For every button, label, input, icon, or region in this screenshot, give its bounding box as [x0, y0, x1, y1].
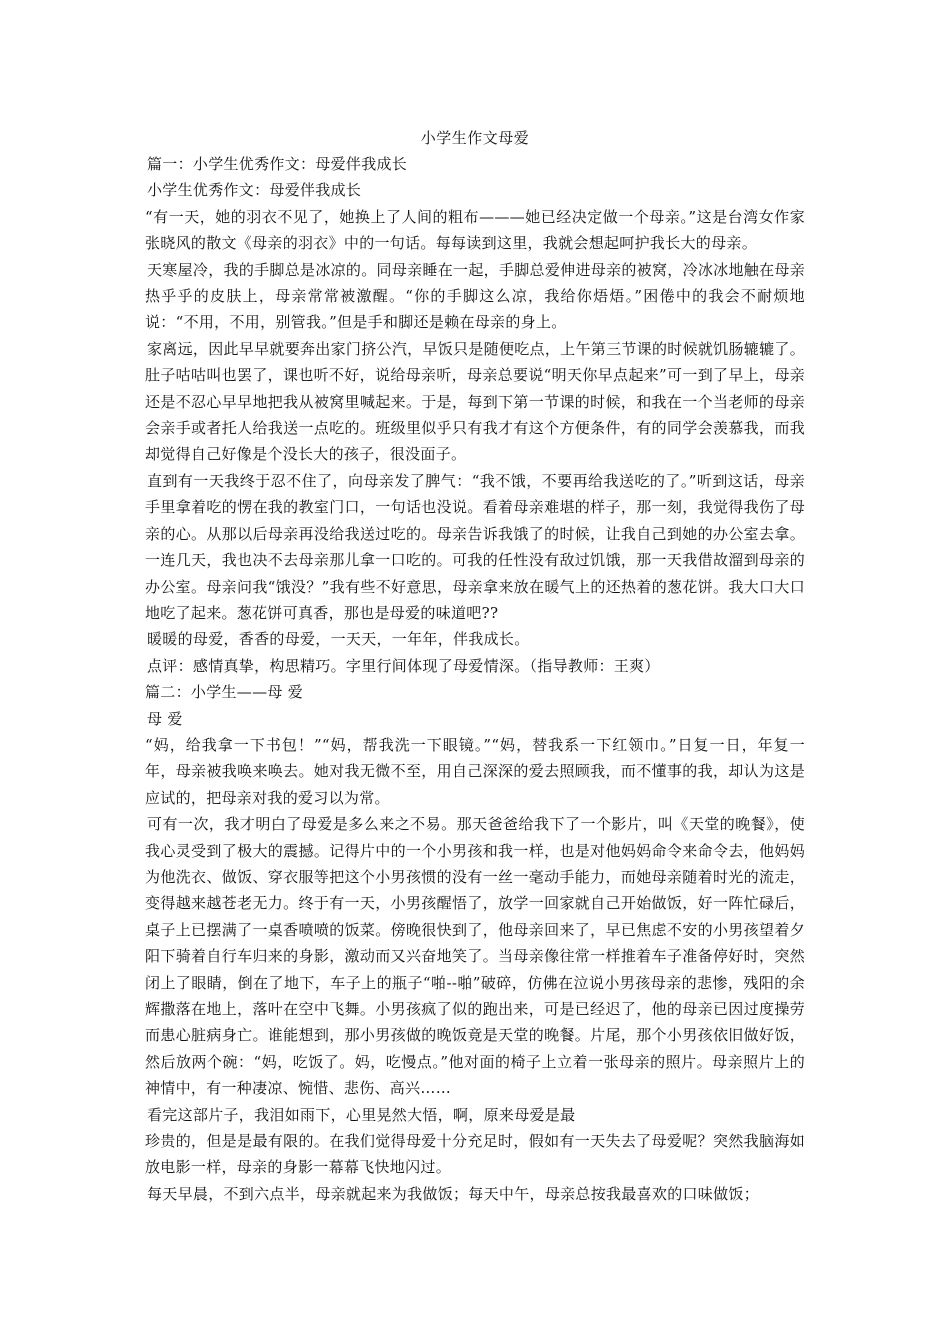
paragraph: 看完这部片子，我泪如雨下，心里晃然大悟，啊，原来母爱是最 [147, 1105, 576, 1124]
paragraph: 暖暖的母爱，香香的母爱，一天天，一年年，伴我成长。 [147, 630, 530, 649]
essay-title-2: 母 爱 [147, 709, 183, 728]
paragraph: 每天早晨，不到六点半，母亲就起来为我做饭；每天中午，母亲总按我最喜欢的口味做饭； [147, 1184, 760, 1203]
paragraph: 天寒屋冷，我的手脚总是冰凉的。同母亲睡在一起，手脚总爱伸进母亲的被窝，冷冰冰地触在母亲热乎乎的皮肤上，母亲常常被激醒。“你的手脚这么凉，我给你焐焐。”困倦中的我会不耐烦地说：“不用，不用，别管我。”但是手和脚还是赖在母亲的身上。 [145, 260, 805, 332]
essay-title-1: 小学生优秀作文：母爱伴我成长 [147, 181, 362, 200]
section-heading-2: 篇二：小学生——母 爱 [145, 683, 304, 702]
paragraph: 直到有一天我终于忍不住了，向母亲发了脾气：“我不饿，不要再给我送吃的了。”听到这话，母亲手里拿着吃的愣在我的教室门口，一句话也没说。看着母亲难堪的样子，那一刻，我觉得我伤了母亲的心。从那以后母亲再没给我送过吃的。母亲告诉我饿了的时候，让我自己到她的办公室去拿。一连几天，我也决不去母亲那儿拿一口吃的。可我的任性没有敌过饥饿，那一天我借故溜到母亲的办公室。母亲问我“饿没？”我有些不好意思，母亲拿来放在暖气上的还热着的葱花饼。我大口大口地吃了起来。葱花饼可真香，那也是母爱的味道吧?? [145, 471, 805, 622]
paragraph: 可有一次，我才明白了母爱是多么来之不易。那天爸爸给我下了一个影片，叫《天堂的晚餐》，使我心灵受到了极大的震撼。记得片中的一个小男孩和我一样，也是对他妈妈命令来命令去，他妈妈为他洗衣、做饭、穿衣服等把这个小男孩惯的没有一丝一毫动手能力，而她母亲随着时光的流走，变得越来越苍老无力。终于有一天，小男孩醒悟了，放学一回家就自己开始做饭，好一阵忙碌后，桌子上已摆满了一桌香喷喷的饭菜。傍晚很快到了，他母亲回来了，早已焦虑不安的小男孩望着夕阳下骑着自行车归来的身影，激动而又兴奋地笑了。当母亲像往常一样推着车子准备停好时，突然闭上了眼睛，倒在了地下，车子上的瓶子“啪--啪”破碎，仿佛在泣说小男孩母亲的悲惨，残阳的余辉撒落在地上，落叶在空中飞舞。小男孩疯了似的跑出来，可是已经迟了，他的母亲已因过度操劳而患心脏病身亡。谁能想到，那小男孩做的晚饭竟是天堂的晚餐。片尾，那个小男孩依旧做好饭，然后放两个碗：“妈，吃饭了。妈，吃慢点。”他对面的椅子上立着一张母亲的照片。母亲照片上的神情中，有一种凄凉、惋惜、悲伤、高兴…… [145, 815, 805, 1098]
comment-paragraph: 点评：感情真挚，构思精巧。字里行间体现了母爱情深。（指导教师：王爽） [147, 656, 660, 675]
section-heading-1: 篇一：小学生优秀作文：母爱伴我成长 [147, 155, 408, 173]
paragraph: 珍贵的，但是是最有限的。在我们觉得母爱十分充足时，假如有一天失去了母爱呢？突然我脑海如放电影一样，母亲的身影一幕幕飞快地闪过。 [145, 1132, 805, 1177]
paragraph: 家离远，因此早早就要奔出家门挤公汽，早饭只是随便吃点，上午第三节课的时候就饥肠辘辘了。肚子咕咕叫也罢了，课也听不好，说给母亲听，母亲总要说“明天你早点起来”可一到了早上，母亲还是不忍心早早地把我从被窝里喊起来。于是，每到下第一节课的时候，和我在一个当老师的母亲会亲手或者托人给我送一点吃的。班级里似乎只有我才有这个方便条件，有的同学会羡慕我，而我却觉得自己好像是个没长大的孩子，很没面子。 [145, 339, 805, 464]
paragraph: “有一天，她的羽衣不见了，她换上了人间的粗布———她已经决定做一个母亲。”这是台湾女作家张晓风的散文《母亲的羽衣》中的一句话。每每读到这里，我就会想起呵护我长大的母亲。 [145, 207, 805, 253]
document-body [145, 151, 805, 1207]
paragraph: “妈，给我拿一下书包！”“妈，帮我洗一下眼镜。”“妈，替我系一下红领巾。”日复一日，年复一年，母亲被我唤来唤去。她对我无微不至，用自己深深的爱去照顾我，而不懂事的我，却认为这是应试的，把母亲对我的爱习以为常。 [145, 735, 805, 807]
document-title: 小学生作文母爱 [420, 129, 530, 147]
